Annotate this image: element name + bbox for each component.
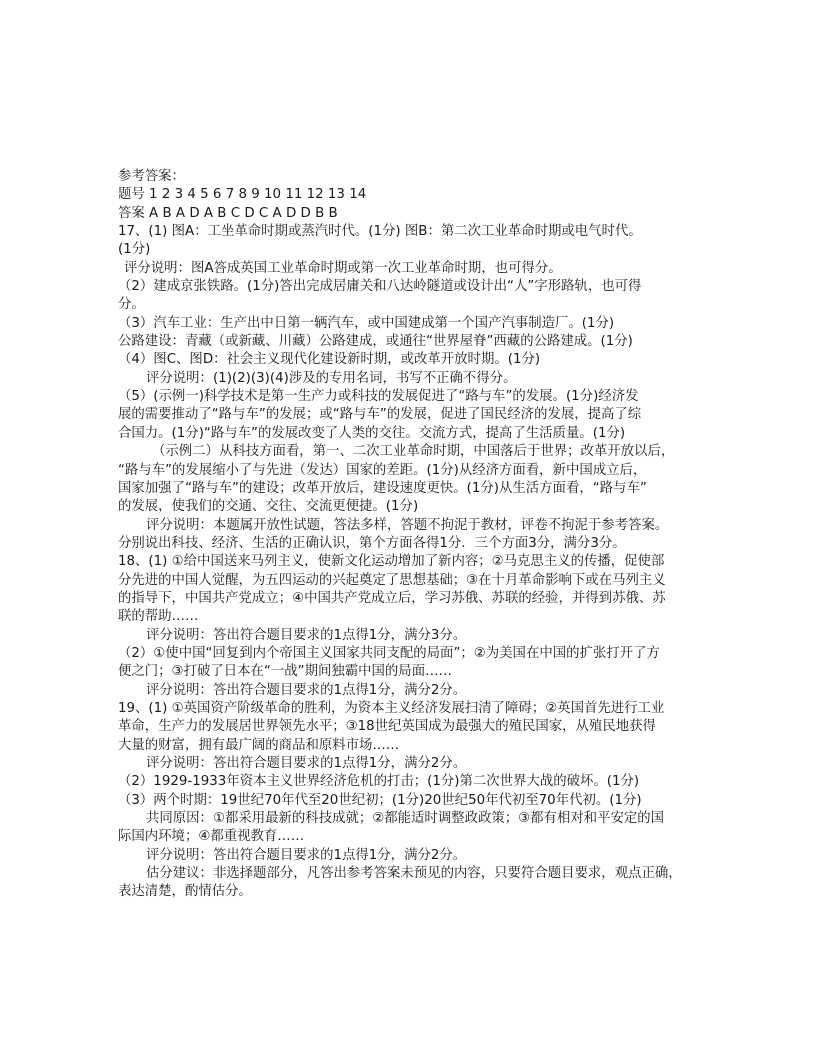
text-line: 的发展，使我们的交通、交往、交流更便捷。(1分) [118, 499, 419, 515]
text-line: 展的需要推动了“路与车”的发展；或“路与车”的发展，促进了国民经济的发展，提高了综 [118, 407, 642, 423]
text-line: （2）①使中国“回复到内个帝国主义国家共同支配的局面”；②为美国在中国的扩张打开了方 [118, 645, 660, 661]
scoring-note: 评分说明：答出符合题目要求的1点得1分，满分2分。 [146, 756, 467, 771]
text-line: 国家加强了“路与车”的建设；改革开放后，建设速度更快。(1分)从生活方面看，“路与车” [118, 480, 647, 496]
text-line: 革命，生产力的发展居世界领先水平；③18世纪英国成为最强大的殖民国家，从殖民地获得 [118, 719, 656, 735]
text-line: 19、(1) ①英国资产阶级革命的胜利，为资本主义经济发展扫清了障碍；②英国首先进行工业 [118, 700, 665, 716]
scoring-note: 评分说明：(1)(2)(3)(4)涉及的专用名词，书写不正确不得分。 [146, 370, 517, 386]
text-line: 分别说出科技、经济、生活的正确认识，第个方面各得1分．三个方面3分，满分3分。 [118, 535, 626, 551]
scoring-note: 评分说明：答出符合题目要求的1点得1分，满分2分。 [146, 682, 467, 698]
text-line: 便之门；③打破了日本在“一战”期间独霸中国的局面…… [118, 664, 452, 680]
text-line: （2）建成京张铁路。(1分)答出完成居庸关和八达岭隧道或设计出“人”字形路轨，也可得 [118, 279, 642, 295]
text-line: （示例二）从科技方面看，第一、二次工业革命时期，中国落后于世界；改革开放以后， [152, 444, 675, 460]
scoring-note: 评分说明：本题属开放性试题，答法多样，答题不拘泥于教材，评卷不拘泥于参考答案。 [146, 517, 669, 533]
scoring-note: 评分说明：答出符合题目要求的1点得1分，满分2分。 [146, 847, 467, 863]
scoring-note: 评分说明：答出符合题目要求的1点得1分，满分3分。 [146, 627, 467, 643]
text-line: 表达清楚，酌情估分。 [118, 884, 252, 900]
text-line: 分。 [118, 297, 145, 313]
answer-row: 答案 A B A D A B C D C A D D B B [118, 205, 338, 221]
text-line: （2）1929-1933年资本主义世界经济危机的打击；(1分)第二次世界大战的破坏。(1分) [118, 774, 640, 790]
text-line: 际国内环境；④都重视教育…… [118, 829, 305, 845]
text-line: 分先进的中国人觉醒，为五四运动的兴起奠定了思想基础；③在十月革命影响下或在马列主义 [118, 572, 666, 588]
text-line: 公路建设：青藏（或新藏、川藏）公路建成，或通往“世界屋脊”西藏的公路建成。(1分) [118, 334, 633, 350]
text-line: 的指导下，中国共产党成立；④中国共产党成立后，学习苏俄、苏联的经验，并得到苏俄、苏 [118, 590, 666, 606]
text-line: （5）(示例一)科学技术是第一生产力或科技的发展促进了“路与车”的发展。(1分)经济发 [118, 389, 639, 405]
text-line: 大量的财富，拥有最广阔的商品和原料市场…… [118, 737, 400, 753]
text-line: (1分) [118, 242, 151, 258]
text-line: 共同原因：①都采用最新的科技成就；②都能适时调整政政策；③都有相对和平安定的国 [146, 811, 665, 827]
text-line: 联的帮助…… [118, 609, 199, 625]
text-line: （4）图C、图D：社会主义现代化建设新时期，或改革开放时期。(1分) [118, 352, 541, 368]
scoring-suggestion: 估分建议：非选择题部分，凡答出参考答案未预见的内容，只要符合题目要求，观点正确， [146, 866, 682, 882]
text-line: （3）汽车工业：生产出中日第一辆汽车，或中国建成第一个国产汽事制造厂。(1分) [118, 315, 615, 331]
scoring-note: 评分说明：图A答成英国工业革命时期或第一次工业革命时期，也可得分。 [124, 260, 562, 276]
question-number-row: 题号 1 2 3 4 5 6 7 8 9 10 11 12 13 14 [118, 187, 367, 203]
text-line: 合国力。(1分)“路与车”的发展改变了人类的交往。交流方式，提高了生活质量。(1分) [118, 425, 626, 441]
answer-key-heading: 参考答案： [118, 169, 185, 184]
text-line: “路与车”的发展缩小了与先进（发达）国家的差距。(1分)从经济方面看，新中国成立后， [118, 462, 647, 478]
text-line: 17、(1) 图A：工坐革命时期或蒸汽时代。(1分) 图B：第二次工业革命时期或电气时代。 [118, 224, 642, 240]
text-line: 18、(1) ①给中国送来马列主义，使新文化运动增加了新内容；②马克思主义的传播，促使部 [118, 554, 665, 570]
answer-key-document [118, 168, 738, 902]
text-line: （3）两个时期：19世纪70年代至20世纪初；(1分)20世纪50年代初至70年代初。(1分) [118, 792, 642, 808]
